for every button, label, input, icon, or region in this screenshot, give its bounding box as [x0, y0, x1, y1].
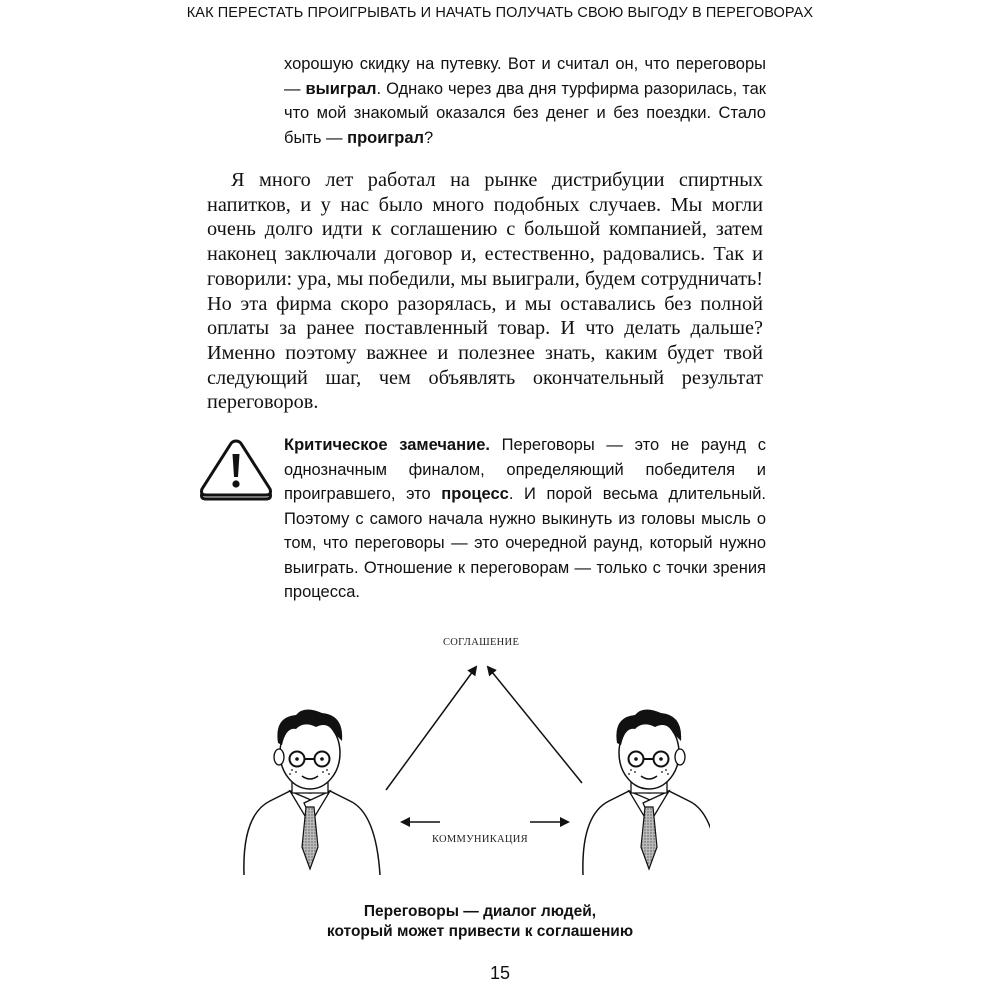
intro-won: выиграл: [305, 79, 377, 98]
running-header: КАК ПЕРЕСТАТЬ ПРОИГРЫВАТЬ И НАЧАТЬ ПОЛУЧАТЬ СВОЮ ВЫГОДУ В ПЕРЕГОВОРАХ: [186, 5, 814, 21]
communication-label: КОММУНИКАЦИЯ: [432, 834, 528, 845]
person-left: [244, 709, 380, 875]
intro-text-3: ?: [424, 128, 434, 147]
person-right: [583, 709, 710, 875]
critical-remark-text-1: Переговоры — это не раунд с однозначным финалом, определяющий победителя и проигравшего, это: [284, 436, 766, 503]
intro-paragraph: [284, 52, 766, 150]
figure-caption: [240, 902, 720, 942]
agreement-label: СОГЛАШЕНИЕ: [443, 637, 520, 648]
body-paragraph-text: Я много лет работал на рынке дистрибуции спиртных напитков, и у нас было много подобных случаев. Мы могли очень долго идти к соглашению с большой компанией, затем наконец заключали договор и, естественно, радовались. Так и говорили: ура, мы победили, мы выиграли, будем сотрудничать! Но эта фирма скоро разорялась, и мы оставались без полной оплаты за ранее поставленный товар. И что делать дальше? Именно поэтому важнее и полезнее знать, каким будет твой следующий шаг, чем объявлять окончательный результат переговоров.: [207, 169, 763, 414]
negotiation-diagram: [230, 625, 710, 895]
arrow-right-to-agreement: [488, 667, 582, 783]
intro-text-2: . Однако через два дня турфирма разорилась, так что мой знакомый оказался без денег и без поездки. Стало быть —: [284, 79, 766, 147]
intro-lost: проиграл: [347, 128, 425, 147]
critical-remark-heading: Критическое замечание.: [284, 436, 490, 454]
page-number: 15: [489, 963, 511, 983]
arrow-left-to-agreement: [386, 667, 476, 790]
body-paragraph: [207, 168, 763, 415]
critical-remark: [284, 433, 766, 605]
critical-remark-text-2: . И порой весьма длительный. Поэтому с самого начала нужно выкинуть из головы мысль о том, что переговоры — это очередной раунд, который нужно выиграть. Отношение к переговорам — только с точки зрения процесса.: [284, 485, 766, 601]
caption-line-2: который может привести к соглашению: [326, 923, 634, 940]
caption-line-1: Переговоры — диалог людей,: [363, 903, 597, 920]
warning-triangle-icon: [196, 437, 276, 501]
critical-remark-process: процесс: [441, 485, 509, 503]
intro-text-1: хорошую скидку на путевку. Вот и считал он, что переговоры —: [284, 55, 766, 98]
